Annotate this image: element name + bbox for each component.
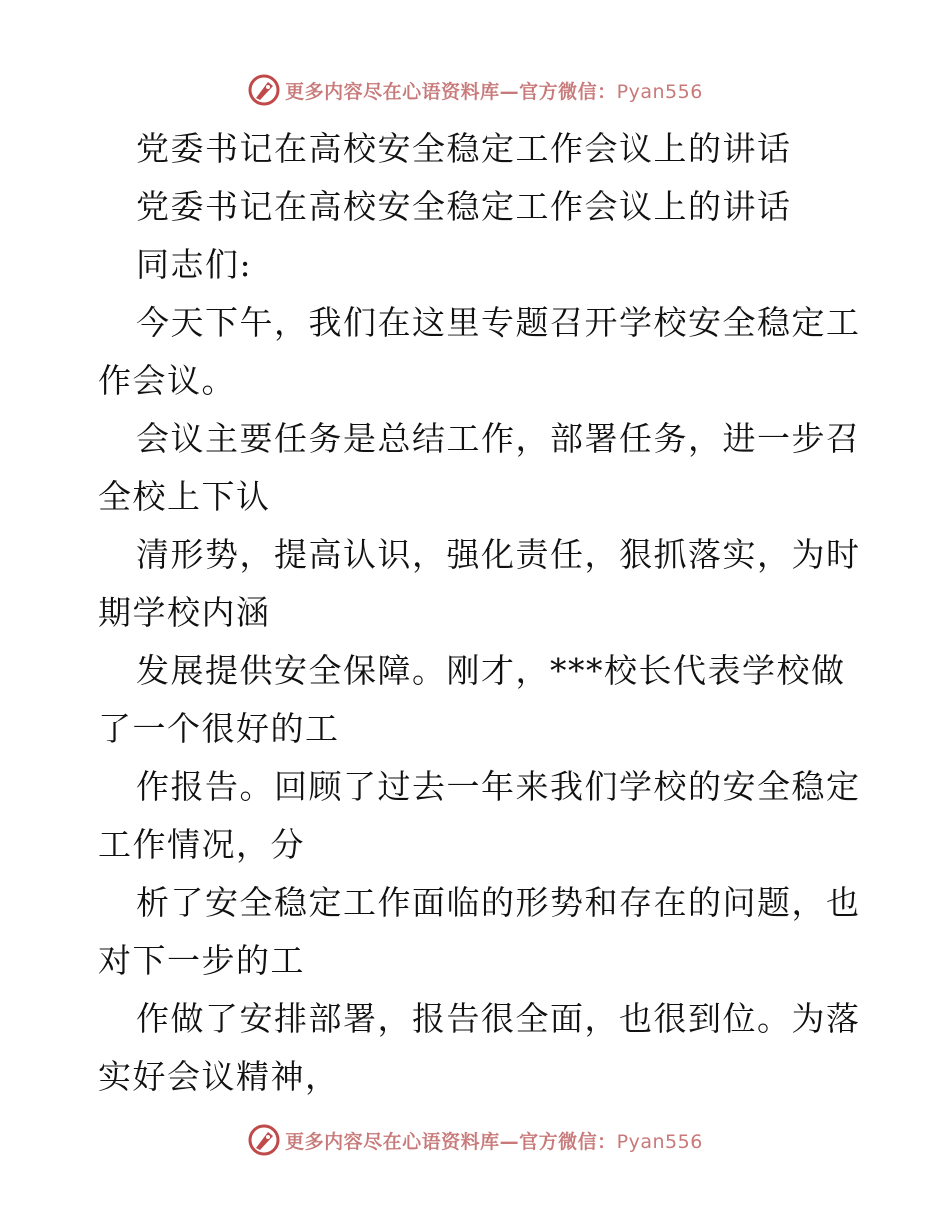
- watermark-text: 更多内容尽在心语资料库—官方微信：: [285, 80, 617, 103]
- pen-nib-circle-icon: [247, 73, 281, 107]
- document-line: 今天下午，我们在这里专题召开学校安全稳定工: [136, 303, 861, 342]
- watermark-id: Pyan556: [616, 1130, 703, 1153]
- header-watermark: [0, 70, 950, 110]
- document-line: 党委书记在高校安全稳定工作会议上的讲话: [136, 129, 792, 168]
- document-line: 作做了安排部署，报告很全面，也很到位。为落: [136, 999, 861, 1038]
- watermark-text: 更多内容尽在心语资料库—官方微信：: [285, 1130, 617, 1153]
- document-line: 党委书记在高校安全稳定工作会议上的讲话: [136, 187, 792, 226]
- document-line: 了一个很好的工: [98, 709, 340, 748]
- document-line: 作会议。: [98, 361, 236, 400]
- watermark-id: Pyan556: [616, 80, 703, 103]
- document-body: [98, 120, 861, 1106]
- document-line: 工作情况，分: [98, 825, 305, 864]
- document-line: 全校上下认: [98, 477, 271, 516]
- document-line: 作报告。回顾了过去一年来我们学校的安全稳定: [136, 767, 861, 806]
- document-line: 实好会议精神，: [98, 1057, 340, 1096]
- document-line: 期学校内涵: [98, 593, 271, 632]
- document-line: 对下一步的工: [98, 941, 305, 980]
- footer-watermark: [0, 1120, 950, 1160]
- document-line: 会议主要任务是总结工作，部署任务，进一步召: [136, 419, 861, 458]
- pen-nib-circle-icon: [247, 1123, 281, 1157]
- document-line: 清形势，提高认识，强化责任，狠抓落实，为时: [136, 535, 861, 574]
- document-line: 发展提供安全保障。刚才，***校长代表学校做: [136, 651, 846, 690]
- document-line: 析了安全稳定工作面临的形势和存在的问题，也: [136, 883, 861, 922]
- document-line: 同志们:: [136, 245, 253, 284]
